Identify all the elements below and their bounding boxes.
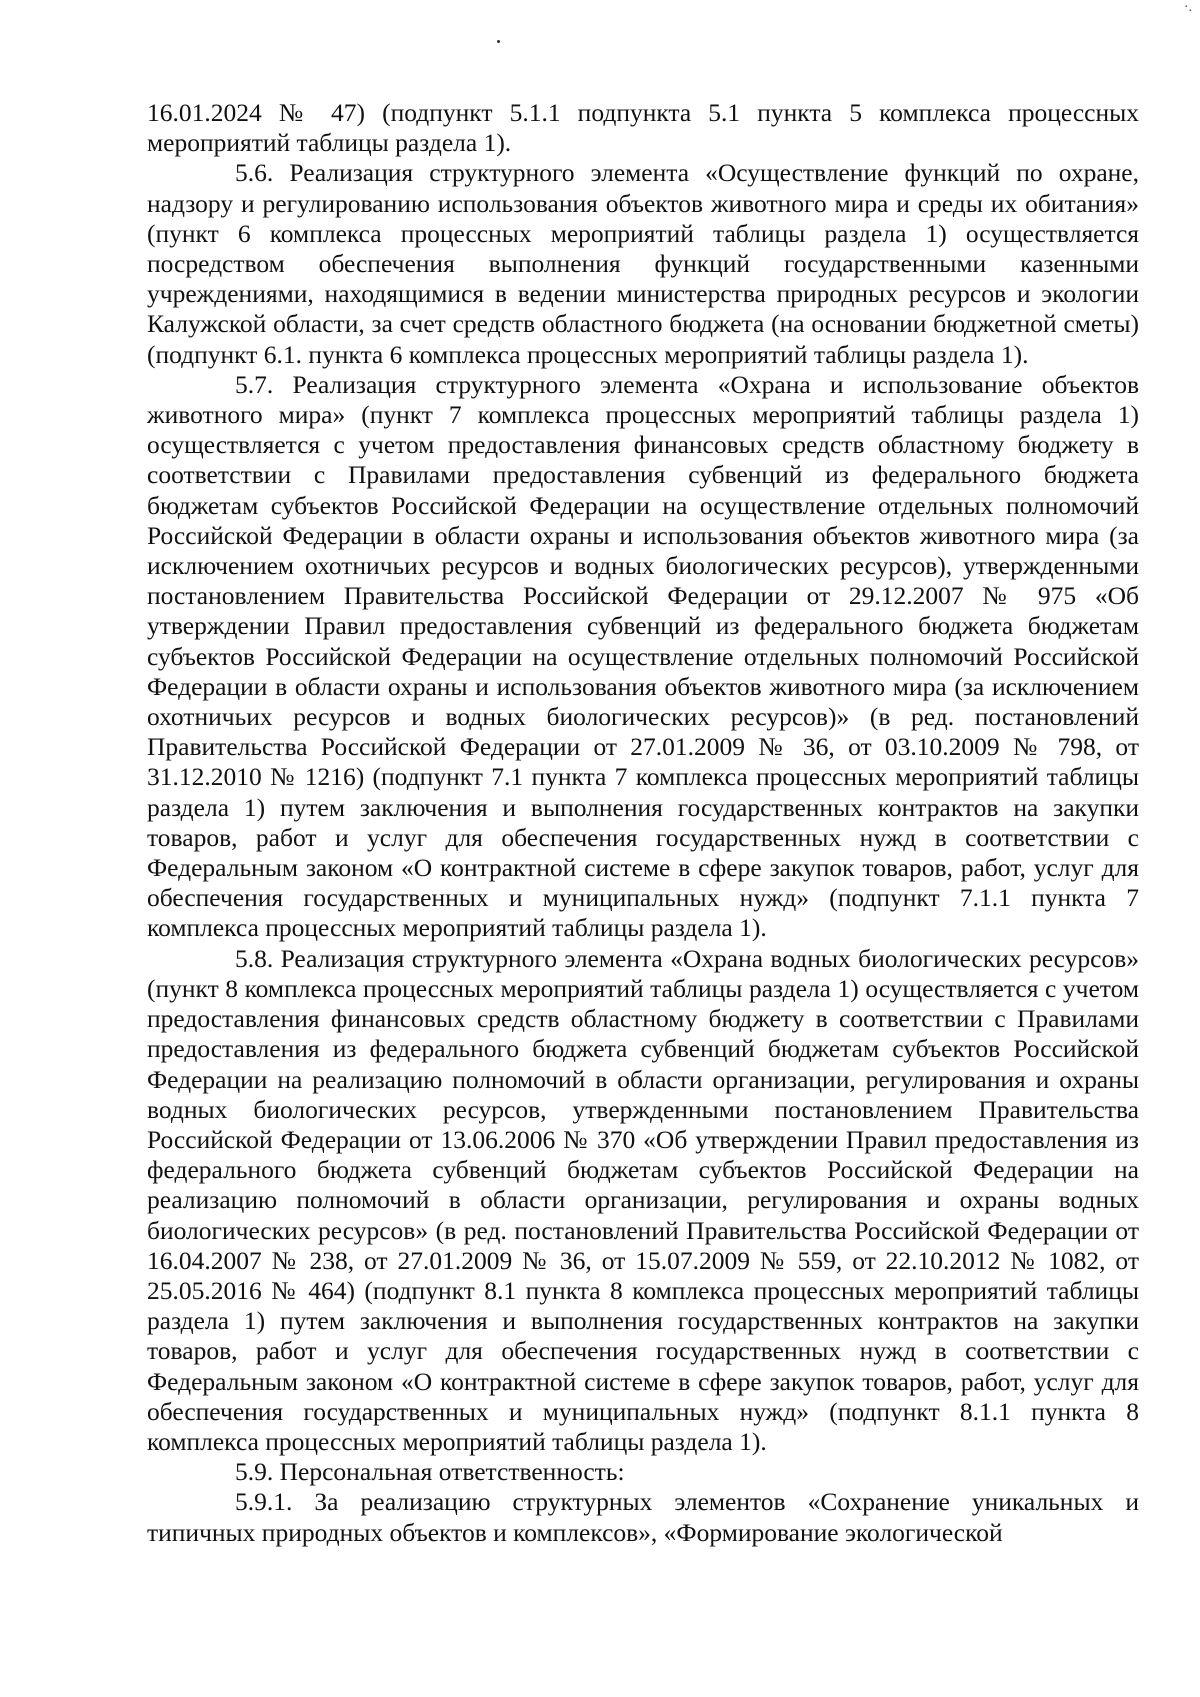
corner-mark: ·. (1183, 0, 1192, 15)
document-body (147, 98, 1139, 1548)
paragraph-5-7: 5.7. Реализация структурного элемента «Охрана и использование объектов животного мира» (пункт 7 комплекса процессных мероприятий таблицы раздела 1) осуществляется с учетом предоставления финансовых средств областному бюджету в соответствии с Правилами предоставления субвенций из федерального бюджета бюджетам субъектов Российской Федерации на осуществление отдельных полномочий Российской Федерации в области охраны и использования объектов животного мира (за исключением охотничьих ресурсов и водных биологических ресурсов), утвержденными постановлением Правительства Российской Федерации от 29.12.2007 № 975 «Об утверждении Правил предоставления субвенций из федерального бюджета бюджетам субъектов Российской Федерации на осуществление отдельных полномочий Российской Федерации в области охраны и использования объектов животного мира (за исключением охотничьих ресурсов и водных биологических ресурсов)» (в ред. постановлений Правительства Российской Федерации от 27.01.2009 № 36, от 03.10.2009 № 798, от 31.12.2010 № 1216) (подпункт 7.1 пункта 7 комплекса процессных мероприятий таблицы раздела 1) путем заключения и выполнения государственных контрактов на закупки товаров, работ и услуг для обеспечения государственных нужд в соответствии с Федеральным законом «О контрактной системе в сфере закупок товаров, работ, услуг для обеспечения государственных и муниципальных нужд» (подпункт 7.1.1 пункта 7 комплекса процессных мероприятий таблицы раздела 1). (147, 369, 1139, 943)
paragraph-continuation: 16.01.2024 № 47) (подпункт 5.1.1 подпункта 5.1 пункта 5 комплекса процессных мероприятий таблицы раздела 1). (147, 98, 1139, 158)
paragraph-5-9: 5.9. Персональная ответственность: (235, 1457, 625, 1487)
paragraph-5-8: 5.8. Реализация структурного элемента «Охрана водных биологических ресурсов» (пункт 8 комплекса процессных мероприятий таблицы раздела 1) осуществляется с учетом предоставления финансовых средств областному бюджету в соответствии с Правилами предоставления из федерального бюджета субвенций бюджетам субъектов Российской Федерации на реализацию полномочий в области организации, регулирования и охраны водных биологических ресурсов, утвержденными постановлением Правительства Российской Федерации от 13.06.2006 № 370 «Об утверждении Правил предоставления из федерального бюджета субвенций бюджетам субъектов Российской Федерации на реализацию полномочий в области организации, регулирования и охраны водных биологических ресурсов» (в ред. постановлений Правительства Российской Федерации от 16.04.2007 № 238, от 27.01.2009 № 36, от 15.07.2009 № 559, от 22.10.2012 № 1082, от 25.05.2016 № 464) (подпункт 8.1 пункта 8 комплекса процессных мероприятий таблицы раздела 1) путем заключения и выполнения государственных контрактов на закупки товаров, работ и услуг для обеспечения государственных нужд в соответствии с Федеральным законом «О контрактной системе в сфере закупок товаров, работ, услуг для обеспечения государственных и муниципальных нужд» (подпункт 8.1.1 пункта 8 комплекса процессных мероприятий таблицы раздела 1). (147, 943, 1139, 1456)
paragraph-5-6: 5.6. Реализация структурного элемента «Осуществление функций по охране, надзору и регулированию использования объектов животного мира и среды их обитания» (пункт 6 комплекса процессных мероприятий таблицы раздела 1) осуществляется посредством обеспечения выполнения функций государственными казенными учреждениями, находящимися в ведении министерства природных ресурсов и экологии Калужской области, за счет средств областного бюджета (на основании бюджетной сметы) (подпункт 6.1. пункта 6 комплекса процессных мероприятий таблицы раздела 1). (147, 158, 1139, 369)
paragraph-5-9-1: 5.9.1. За реализацию структурных элементов «Сохранение уникальных и типичных природных объектов и комплексов», «Формирование экологической (147, 1487, 1139, 1547)
page-dot-mark (497, 40, 500, 43)
